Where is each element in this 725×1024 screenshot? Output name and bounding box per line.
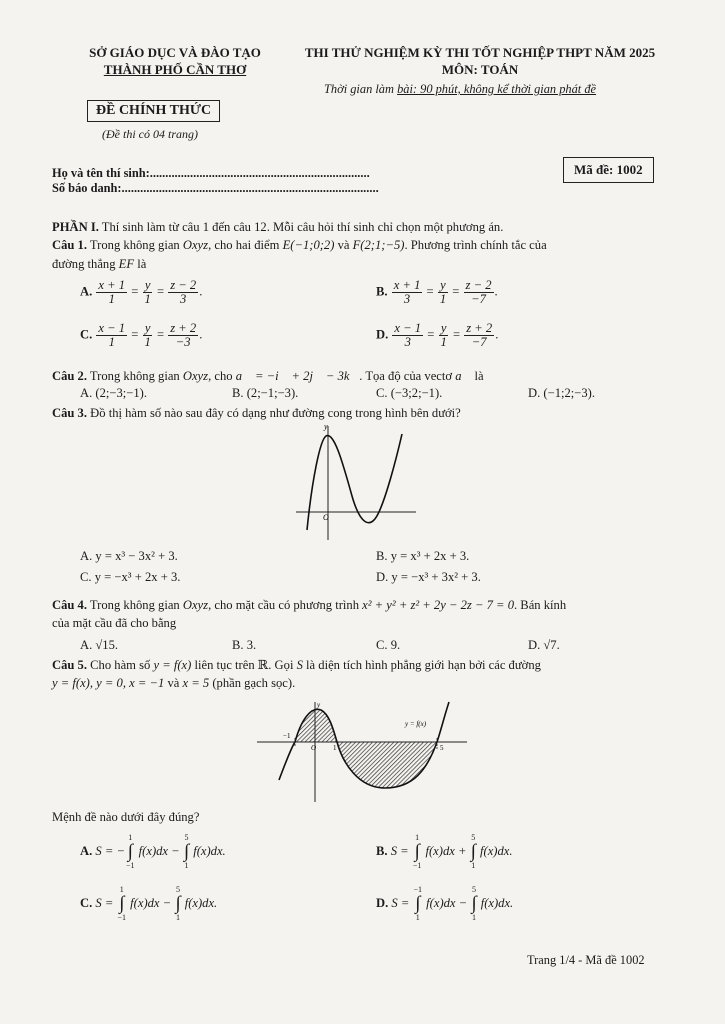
frac-den: −3 <box>175 335 191 349</box>
upper-limit: 5 <box>471 833 476 842</box>
q4-text: . Bán kính <box>514 598 567 612</box>
q2-vector-a: a⃗ <box>455 369 472 383</box>
lower-limit: 1 <box>415 913 420 922</box>
label-5: 5 <box>440 744 444 752</box>
q5-bound-5: x = 5 <box>182 676 210 690</box>
q5-text: và <box>164 676 183 690</box>
q1-option-a[interactable]: A. $\frac{x + 1}{1}$ = $\frac{y}{1}$ = $\frac{z - 2}{3}$ . <box>80 278 203 306</box>
q4-option-c[interactable]: C. 9. <box>376 638 401 652</box>
frac-den: 3 <box>403 292 411 306</box>
origin-label: O <box>323 513 329 522</box>
q3-graph <box>290 420 420 542</box>
frac-den: 1 <box>144 292 151 306</box>
dept-line2: THÀNH PHỐ CẦN THƠ <box>103 62 247 77</box>
q4-text: , cho mặt cầu có phương trình <box>208 598 363 612</box>
option-letter: A. <box>80 284 93 299</box>
part1-title: PHẦN I. <box>52 220 99 234</box>
q4-option-b[interactable]: B. 3. <box>232 638 257 652</box>
frac-den: 3 <box>404 335 411 349</box>
q5-boundaries: y = f(x), y = 0, x = −1 <box>52 676 165 690</box>
q5-option-d[interactable]: D. S = −1 ∫ 1 f(x)dx − 5 ∫ 1 f(x)dx. <box>376 885 514 922</box>
q5-graph <box>255 698 470 806</box>
q5-option-c[interactable]: C. S = 1 ∫ −1 f(x)dx − 5 ∫ 1 f(x)dx. <box>80 885 218 922</box>
q1-option-c[interactable]: C. $\frac{x - 1}{1}$ = $\frac{y}{1}$ = $\frac{z + 2}{-3}$ . <box>80 321 203 349</box>
question-5-line2 <box>52 674 295 692</box>
lower-limit: −1 <box>117 913 127 922</box>
q5-label: Câu 5. <box>52 658 87 672</box>
upper-limit: 1 <box>119 885 124 894</box>
hatched-region-negative <box>337 742 437 788</box>
frac-den: 1 <box>144 335 151 349</box>
frac-num: z + 2 <box>170 321 197 335</box>
q5-text: (phần gạch sọc). <box>209 676 296 690</box>
integrand: f(x)dx − <box>127 895 175 910</box>
option-letter: C. <box>80 895 93 910</box>
frac-num: z − 2 <box>170 278 197 292</box>
question-1 <box>52 236 662 254</box>
option-letter: C. <box>80 327 93 342</box>
q2-vector: a⃗ = −i⃗ + 2j⃗ − 3k⃗ <box>235 369 360 383</box>
q4-space: Oxyz <box>182 598 209 612</box>
q1-option-d[interactable]: D. $\frac{x - 1}{3}$ = $\frac{y}{1}$ = $\frac{z + 2}{-7}$ . <box>376 321 499 349</box>
q1-point-f: F(2;1;−5) <box>352 238 405 252</box>
integrand: f(x)dx. <box>476 843 513 858</box>
q4-label: Câu 4. <box>52 598 87 612</box>
y-axis-label: y <box>317 701 321 709</box>
origin-label: O <box>311 744 317 752</box>
q1-text: . Phương trình chính tắc của <box>404 238 547 252</box>
exam-title: THI THỬ NGHIỆM KỲ THI TỐT NGHIỆP THPT NĂM 2025 <box>304 45 656 60</box>
candidate-name-line: Họ và tên thí sinh:....................................................................... <box>52 166 370 180</box>
time-prefix: Thời gian làm <box>324 82 398 96</box>
function-label: y = f(x) <box>405 720 427 728</box>
question-1-line2 <box>52 255 146 273</box>
frac-den: −7 <box>471 335 487 349</box>
q1-space: Oxyz <box>182 238 209 252</box>
time-limit <box>324 82 596 97</box>
q1-point-e: E(−1;0;2) <box>282 238 335 252</box>
y-axis-label: y <box>324 422 328 431</box>
exam-code-box: Mã đề: 1002 <box>563 157 654 183</box>
option-letter: D. <box>376 895 389 910</box>
integrand: f(x)dx. <box>477 895 514 910</box>
upper-limit: 5 <box>184 833 189 842</box>
integral-prefix: S = <box>391 895 413 910</box>
dept-line1: SỞ GIÁO DỤC VÀ ĐÀO TẠO <box>89 45 261 60</box>
part1-instructions <box>52 218 503 236</box>
q5-text: liên tục trên ℝ. Gọi <box>191 658 297 672</box>
integrand: f(x)dx − <box>423 895 471 910</box>
frac-num: y <box>144 321 151 335</box>
time-underlined: bài: 90 phút, không kể thời gian phát đề <box>397 82 597 96</box>
q2-text: . Tọa độ của vectơ <box>359 369 456 383</box>
q2-label: Câu 2. <box>52 369 87 383</box>
q4-text: Trong không gian <box>87 598 183 612</box>
frac-num: x − 1 <box>98 321 126 335</box>
subject: MÔN: TOÁN <box>441 62 519 77</box>
q1-line-ef: EF <box>118 257 135 271</box>
upper-limit: −1 <box>413 885 423 894</box>
q5-function: y = f(x) <box>153 658 192 672</box>
q3-label: Câu 3. <box>52 406 87 420</box>
upper-limit: 1 <box>415 833 420 842</box>
integrand: f(x)dx − <box>135 843 183 858</box>
q2-option-a[interactable]: A. (2;−3;−1). <box>80 386 148 400</box>
upper-limit: 1 <box>128 833 133 842</box>
frac-den: 3 <box>180 292 187 306</box>
integrand: f(x)dx + <box>422 843 470 858</box>
question-5 <box>52 656 667 674</box>
q5-question: Mệnh đề nào dưới đây đúng? <box>52 810 200 824</box>
integral-prefix: S = <box>390 843 412 858</box>
official-badge: ĐỀ CHÍNH THỨC <box>87 100 220 122</box>
q4-equation: x² + y² + z² + 2y − 2z − 7 = 0 <box>362 598 514 612</box>
frac-num: y <box>440 321 447 335</box>
q5-text: Cho hàm số <box>87 658 154 672</box>
frac-num: z + 2 <box>466 321 493 335</box>
q2-text: là <box>471 369 484 383</box>
q4-option-d[interactable]: D. √7. <box>528 638 560 652</box>
cubic-curve <box>307 434 402 530</box>
page-footer: Trang 1/4 - Mã đề 1002 <box>527 953 645 967</box>
question-2 <box>52 367 484 385</box>
q1-label: Câu 1. <box>52 238 87 252</box>
frac-den: −7 <box>471 292 486 306</box>
q5-option-a[interactable]: A. S = − 1 ∫ −1 f(x)dx − 5 ∫ 1 f(x)dx. <box>80 833 226 870</box>
q2-option-b[interactable]: B. (2;−1;−3). <box>232 386 299 400</box>
label-1: 1 <box>333 744 337 752</box>
q5-area-symbol: S <box>296 658 303 672</box>
integral-prefix: S = <box>95 895 117 910</box>
option-letter: B. <box>376 843 388 858</box>
label-neg1: −1 <box>283 732 291 740</box>
frac-num: y <box>144 278 151 292</box>
lower-limit: 1 <box>175 913 180 922</box>
q5-text: là diện tích hình phẳng giới hạn bởi các đường <box>302 658 541 672</box>
integral-prefix: S = − <box>95 843 125 858</box>
q1-option-b[interactable]: B. $\frac{x + 1}{3}$ = $\frac{y}{1}$ = $\frac{z - 2}{-7}$ . <box>376 278 498 306</box>
q3-option-b[interactable]: B. y = x³ + 2x + 3. <box>376 549 470 563</box>
q1-text: Trong không gian <box>87 238 183 252</box>
q4-option-a[interactable]: A. √15. <box>80 638 119 652</box>
q2-space: Oxyz <box>182 369 209 383</box>
candidate-id-line: Số báo danh:................................................................................... <box>52 181 379 195</box>
q3-option-d[interactable]: D. y = −x³ + 3x² + 3. <box>376 570 481 584</box>
upper-limit: 5 <box>175 885 180 894</box>
frac-num: x − 1 <box>394 321 422 335</box>
part1-desc: Thí sinh làm từ câu 1 đến câu 12. Mỗi câu hỏi thí sinh chỉ chọn một phương án. <box>98 220 504 234</box>
option-letter: A. <box>80 843 93 858</box>
lower-limit: 1 <box>471 861 476 870</box>
integrand: f(x)dx. <box>190 843 226 858</box>
frac-num: y <box>440 278 446 292</box>
lower-limit: 1 <box>184 861 189 870</box>
q2-text: , cho <box>208 369 236 383</box>
lower-limit: −1 <box>126 861 135 870</box>
q1-text: là <box>134 257 147 271</box>
lower-limit: 1 <box>471 913 476 922</box>
q2-text: Trong không gian <box>87 369 183 383</box>
q3-option-c[interactable]: C. y = −x³ + 2x + 3. <box>80 570 181 584</box>
page-count: (Đề thi có 04 trang) <box>102 127 198 141</box>
frac-den: 1 <box>108 292 115 306</box>
frac-den: 1 <box>440 335 447 349</box>
department-header <box>70 44 280 78</box>
q2-option-d[interactable]: D. (−1;2;−3). <box>528 386 596 400</box>
question-4-line2: của mặt cầu đã cho bằng <box>52 616 177 630</box>
frac-den: 1 <box>108 335 115 349</box>
exam-header <box>290 44 670 78</box>
lower-limit: −1 <box>412 861 422 870</box>
q2-option-c[interactable]: C. (−3;2;−1). <box>376 386 443 400</box>
integrand: f(x)dx. <box>181 895 218 910</box>
frac-num: x + 1 <box>393 278 421 292</box>
frac-num: z − 2 <box>465 278 492 292</box>
q1-text: đường thẳng <box>52 257 119 271</box>
q1-text: và <box>334 238 353 252</box>
upper-limit: 5 <box>471 885 476 894</box>
q5-option-b[interactable]: B. S = 1 ∫ −1 f(x)dx + 5 ∫ 1 f(x)dx. <box>376 833 513 870</box>
frac-num: x + 1 <box>98 278 126 292</box>
q1-text: , cho hai điểm <box>208 238 283 252</box>
option-letter: D. <box>376 327 389 342</box>
option-letter: B. <box>376 284 388 299</box>
question-4 <box>52 596 667 614</box>
q3-option-a[interactable]: A. y = x³ − 3x² + 3. <box>80 549 178 563</box>
frac-den: 1 <box>439 292 447 306</box>
q3-text: Đồ thị hàm số nào sau đây có dạng như đường cong trong hình bên dưới? <box>87 406 461 420</box>
